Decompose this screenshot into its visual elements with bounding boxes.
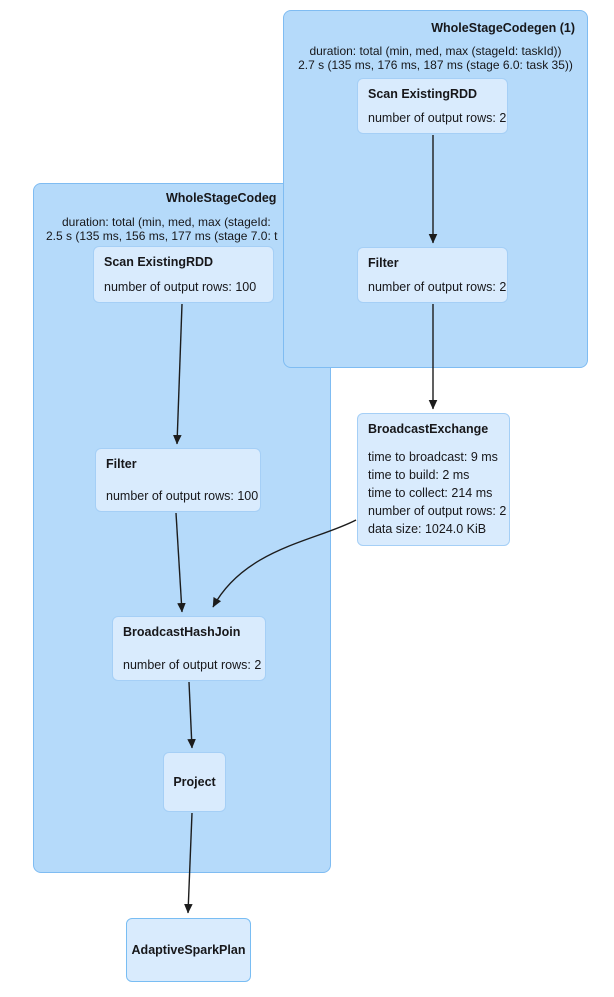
node-metric: number of output rows: 100 — [104, 280, 257, 294]
node-scan-existingrdd-1[interactable] — [357, 78, 508, 134]
node-metric: number of output rows: 100 — [106, 489, 259, 503]
node-metric: number of output rows: 2 — [368, 111, 507, 125]
cluster-wholestagecodegen-1 — [283, 10, 588, 368]
node-metrics — [368, 448, 507, 538]
node-title: Filter — [106, 457, 137, 471]
node-broadcasthashjoin[interactable] — [112, 616, 266, 681]
node-title: BroadcastExchange — [368, 422, 489, 436]
node-scan-existingrdd-2[interactable] — [93, 246, 274, 303]
cluster-duration-line2: 2.5 s (135 ms, 156 ms, 177 ms (stage 7.0: t — [46, 229, 278, 243]
cluster-title: WholeStageCodeg — [166, 191, 277, 205]
node-metric: time to build: 2 ms — [368, 468, 470, 482]
node-metric: number of output rows: 2 — [368, 504, 507, 518]
cluster-duration-line1: duration: total (min, med, max (stageId: — [62, 215, 271, 229]
node-adaptivesparkplan[interactable] — [126, 918, 251, 982]
node-metric: data size: 1024.0 KiB — [368, 522, 487, 536]
node-metric: time to broadcast: 9 ms — [368, 450, 498, 464]
node-broadcastexchange[interactable] — [357, 413, 510, 546]
node-metric: time to collect: 214 ms — [368, 486, 493, 500]
node-title: Scan ExistingRDD — [104, 255, 214, 269]
node-title: Project — [173, 775, 216, 789]
node-metric: number of output rows: 2 — [123, 658, 262, 672]
cluster-duration — [284, 44, 587, 72]
cluster-title: WholeStageCodegen (1) — [431, 21, 575, 35]
node-title: Scan ExistingRDD — [368, 87, 478, 101]
node-filter-2[interactable] — [95, 448, 261, 512]
node-title: AdaptiveSparkPlan — [131, 943, 246, 957]
node-title: Filter — [368, 256, 399, 270]
node-filter-1[interactable] — [357, 247, 508, 303]
cluster-duration-line1: duration: total (min, med, max (stageId: taskId)) — [309, 44, 562, 58]
cluster-duration-line2: 2.7 s (135 ms, 176 ms, 187 ms (stage 6.0: task 35)) — [298, 58, 573, 72]
node-metric: number of output rows: 2 — [368, 280, 507, 294]
node-title: BroadcastHashJoin — [123, 625, 241, 639]
node-project[interactable] — [163, 752, 226, 812]
